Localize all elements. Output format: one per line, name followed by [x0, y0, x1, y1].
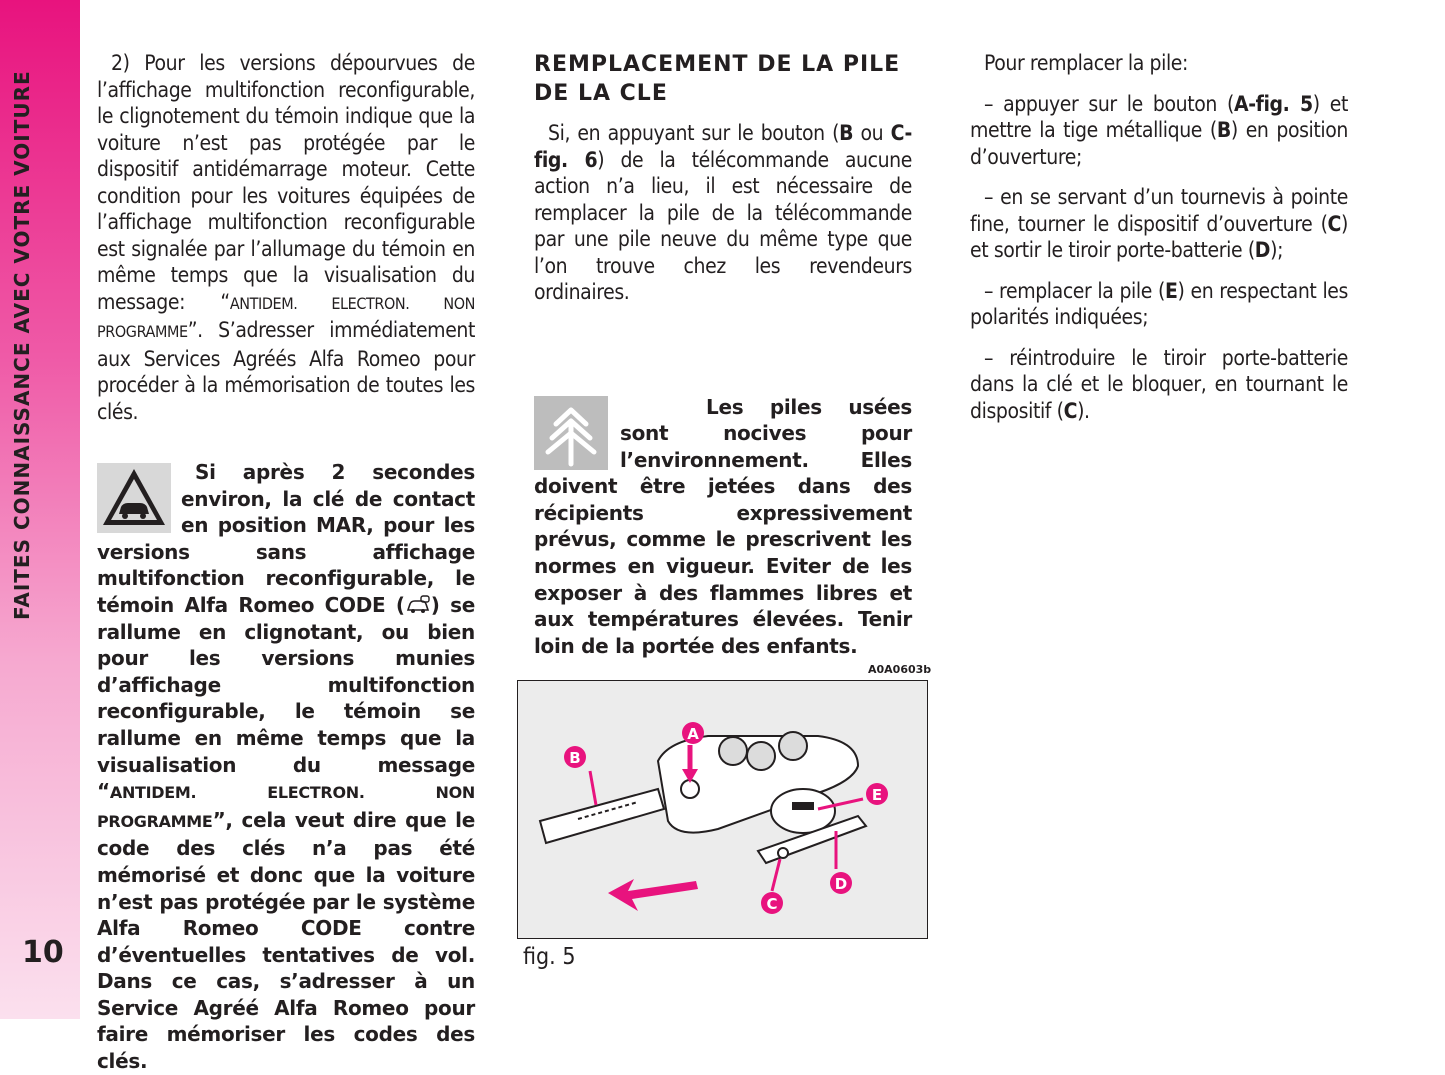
heading-line-2: DE LA CLE — [534, 81, 668, 106]
label-c: C — [766, 895, 778, 913]
figure-code: A0A0603b — [868, 663, 932, 676]
label-d: D — [834, 875, 848, 893]
figure-key-battery — [517, 680, 928, 939]
step-1 — [970, 91, 1348, 171]
col3-intro: Pour remplacer la pile: — [984, 51, 1188, 75]
car-key-icon — [405, 593, 431, 617]
step-2-b: C — [1327, 211, 1342, 236]
environment-block — [534, 394, 912, 660]
note-paragraph — [97, 50, 475, 425]
step-2-c: ) et sortir le tiroir porte-batterie ( — [970, 211, 1348, 262]
step-4-a: – réintroduire le tiroir porte-batterie dans la clé et le bloquer, en tournant le dispositif ( — [970, 345, 1348, 423]
warning-text-a: Si après 2 secondes environ, la clé de contact en position MAR, pour les versions sans affichage multifonction reconfigurable, le témoin Alfa Romeo CODE ( — [97, 460, 475, 617]
step-3 — [970, 278, 1348, 331]
page-number: 10 — [22, 935, 64, 970]
label-b: B — [569, 749, 581, 767]
column-3 — [970, 50, 1348, 424]
column-1 — [97, 50, 475, 1075]
step-3-b: E — [1164, 278, 1178, 303]
warning-message: ANTIDEM. ELECTRON. NON PROGRAMME — [97, 783, 475, 831]
step-4-c: ). — [1077, 398, 1090, 423]
step-1-c: ) et mettre la tige métallique ( — [970, 91, 1348, 142]
note-text: 2) Pour les versions dépourvues de l’affichage multifonction reconfigurable, le clignotement du témoin indique que la voiture n’est pas protégée par le dispositif antidémarrage moteur. Cette condition pour les voitures équipées de l’affichage multifonction reconfigurable est signalée par l’allumage du témoin en même temps que la visualisation du message: “ — [97, 51, 475, 314]
step-3-c: ) en respectant les polarités indiquées; — [970, 278, 1348, 329]
sidebar — [0, 0, 80, 1019]
step-1-b: A-fig. 5 — [1233, 91, 1313, 116]
intro-paragraph — [534, 120, 912, 306]
intro-c: ou — [853, 121, 891, 145]
step-2-e: ); — [1270, 238, 1284, 262]
column-2 — [534, 50, 912, 659]
heading-line-1: REMPLACEMENT DE LA PILE — [534, 52, 901, 77]
environment-text: Les piles usées sont nocives pour l’environnement. Elles doivent être jetées dans des récipients expressivement prévus, comme le prescrivent les normes en vigueur. Eviter de les exposer à des flammes libres et aux températures élevées. Tenir loin de la portée des enfants. — [534, 394, 912, 658]
intro-b: B — [839, 121, 854, 145]
note-tail: ”. S’adresser immédiatement aux Services Agréés Alfa Romeo pour procéder à la mémorisation de toutes les clés. — [97, 318, 475, 424]
step-2-d: D — [1254, 238, 1271, 262]
section-heading — [534, 50, 912, 108]
step-4 — [970, 345, 1348, 425]
intro-a: Si, en appuyant sur le bouton ( — [548, 121, 840, 145]
intro-e: ) de la télécommande aucune action n’a lieu, il est nécessaire de remplacer la pile de la télécommande par une pile neuve du même type que l’on trouve chez les revendeurs ordinaires. — [534, 147, 912, 304]
environment-tree-icon — [534, 396, 608, 470]
key-blade — [540, 789, 664, 843]
label-a: A — [687, 725, 699, 743]
key-illustration — [518, 681, 926, 937]
step-3-a: – remplacer la pile ( — [984, 278, 1165, 303]
intro-d: C-fig. 6 — [534, 121, 912, 172]
label-e: E — [871, 786, 883, 804]
figure-caption: fig. 5 — [523, 944, 576, 970]
warning-text — [97, 459, 475, 1075]
step-4-b: C — [1063, 398, 1078, 423]
step-2 — [970, 184, 1348, 264]
step-1-e: ) en position d’ouverture; — [970, 118, 1348, 169]
warning-text-b: ) se rallume en clignotant, ou bien pour les versions munies d’affichage multifonction reconfigurable, le témoin se rallume en même temps que la visualisation du message “ — [97, 592, 475, 804]
section-title: FAITES CONNAISSANCE AVEC VOTRE VOITURE — [10, 70, 34, 620]
step-1-d: B — [1216, 118, 1231, 142]
step-2-a: – en se servant d’un tournevis à pointe fine, tourner le dispositif d’ouverture ( — [970, 185, 1348, 236]
warning-car-icon — [97, 463, 171, 533]
warning-block — [97, 459, 475, 1075]
warning-text-c: ”, cela veut dire que le code des clés n’a pas été mémorisé et donc que la voiture n’est pas protégée par le système Alfa Romeo CODE contre d’éventuelles tentatives de vol. Dans ce cas, s’adresser à un Service Agréé Alfa Romeo pour faire mémoriser les codes des clés. — [97, 807, 475, 1074]
step-1-a: – appuyer sur le bouton ( — [984, 91, 1234, 116]
note-message: ANTIDEM. ELECTRON. NON PROGRAMME — [97, 293, 475, 341]
